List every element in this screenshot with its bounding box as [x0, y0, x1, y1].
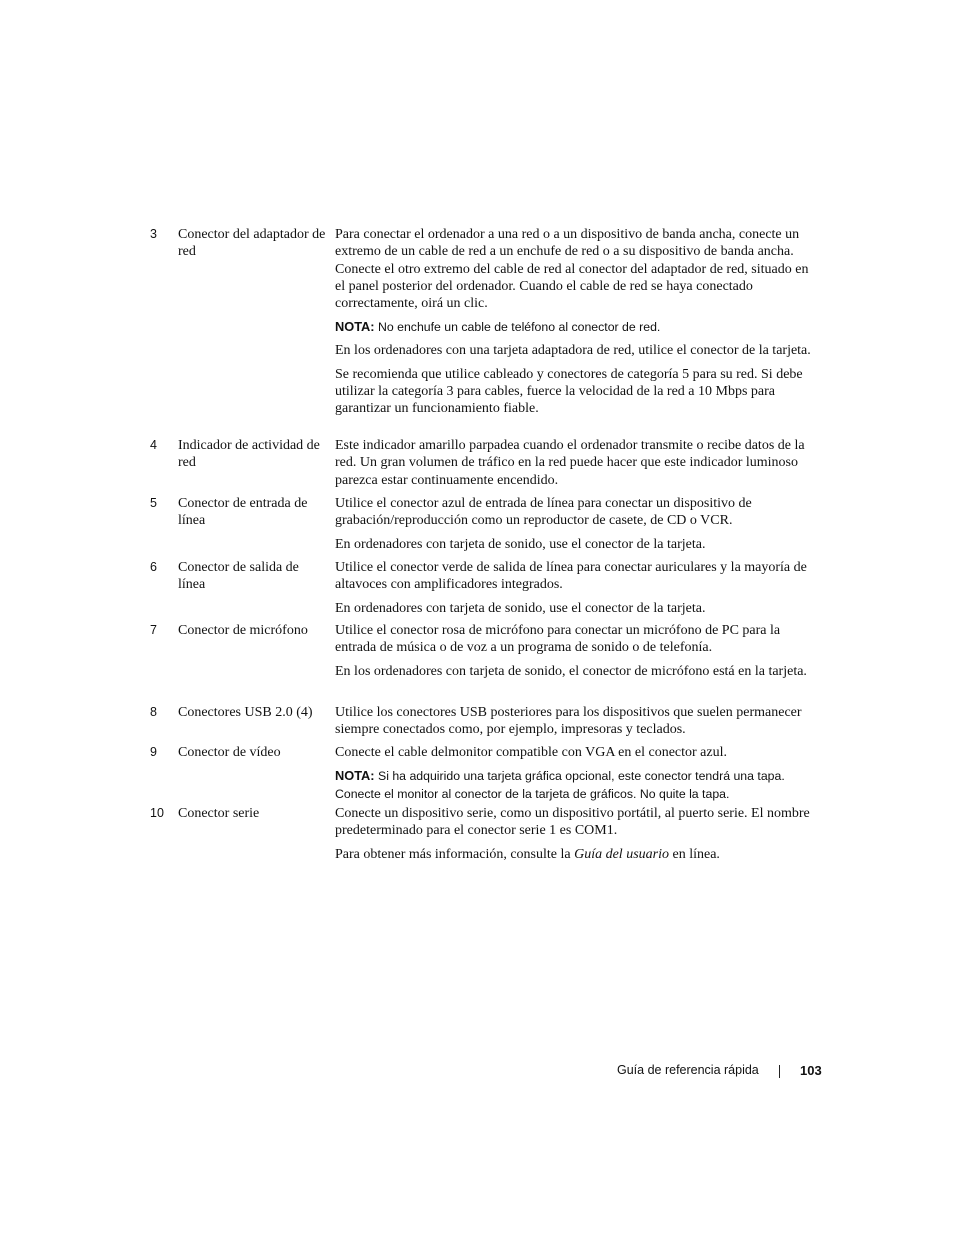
row-label: Conector de micrófono — [178, 623, 308, 638]
row-description — [335, 805, 813, 869]
row-label: Conectores USB 2.0 (4) — [178, 705, 313, 720]
row-label: Indicador de actividad de red — [178, 438, 320, 470]
paragraph: Utilice el conector verde de salida de línea para conectar auriculares y la mayoría de altavoces con amplificadores integrados. — [335, 560, 807, 593]
row-description — [335, 744, 813, 809]
row-number: 6 — [150, 560, 157, 574]
note — [335, 318, 813, 336]
note — [335, 767, 813, 803]
guide-title: Guía del usuario — [574, 846, 669, 862]
row-label: Conector serie — [178, 806, 260, 821]
row-number: 3 — [150, 227, 157, 241]
row-number: 8 — [150, 705, 157, 719]
row-number: 7 — [150, 623, 157, 637]
note-label: NOTA: — [335, 768, 375, 784]
paragraph: En ordenadores con tarjeta de sonido, use el conector de la tarjeta. — [335, 600, 706, 616]
row-description — [335, 226, 813, 424]
paragraph: En ordenadores con tarjeta de sonido, use el conector de la tarjeta. — [335, 536, 706, 552]
row-description — [335, 704, 813, 745]
row-number: 10 — [150, 806, 164, 820]
paragraph: Utilice los conectores USB posteriores para los dispositivos que suelen permanecer siempre conectados como, por ejemplo, impresoras y teclados. — [335, 705, 802, 738]
row-label: Conector de entrada de línea — [178, 496, 308, 528]
footer-title: Guía de referencia rápida — [617, 1063, 759, 1077]
paragraph: Este indicador amarillo parpadea cuando el ordenador transmite o recibe datos de la red. Un gran volumen de tráfico en la red puede hacer que este indicador luminoso parezca estar continuamente encendido. — [335, 438, 805, 488]
paragraph — [335, 846, 813, 863]
row-number: 9 — [150, 745, 157, 759]
paragraph: En los ordenadores con tarjeta de sonido, el conector de micrófono está en la tarjeta. — [335, 663, 807, 679]
paragraph-text: en línea. — [668, 846, 720, 862]
paragraph: En los ordenadores con una tarjeta adaptadora de red, utilice el conector de la tarjeta. — [335, 343, 811, 359]
note-label: NOTA: — [335, 319, 375, 335]
page-footer — [617, 1062, 823, 1079]
paragraph: Conecte un dispositivo serie, como un dispositivo portátil, al puerto serie. El nombre predeterminado para el conector serie 1 es COM1. — [335, 806, 810, 839]
footer-divider — [779, 1065, 780, 1078]
row-label: Conector de vídeo — [178, 745, 281, 760]
paragraph: Para conectar el ordenador a una red o a un dispositivo de banda ancha, conecte un extremo de un cable de red a un enchufe de red o a su dispositivo de banda ancha. Conecte el otro extremo del cable de red al conector del adaptador de red, situado en el panel posterior del ordenador. Cuando el cable de red se haya conectado correctamente, oirá un clic. — [335, 227, 809, 312]
row-number: 4 — [150, 438, 157, 452]
paragraph: Se recomienda que utilice cableado y conectores de categoría 5 para su red. Si debe utilizar la categoría 3 para cables, fuerce la velocidad de la red a 10 Mbps para garantizar un funcionamiento fiable. — [335, 366, 803, 417]
row-description — [335, 437, 813, 495]
page-number: 103 — [800, 1063, 822, 1078]
row-description — [335, 559, 813, 623]
paragraph: Conecte el cable delmonitor compatible con VGA en el conector azul. — [335, 745, 727, 760]
note-text: Si ha adquirido una tarjeta gráfica opcional, este conector tendrá una tapa. Conecte el monitor al conector de la tarjeta de gráficos. No quite la tapa. — [335, 769, 785, 802]
note-text: No enchufe un cable de teléfono al conector de red. — [374, 320, 661, 335]
row-description — [335, 622, 813, 686]
row-label: Conector de salida de línea — [178, 560, 299, 592]
paragraph: Utilice el conector rosa de micrófono para conectar un micrófono de PC para la entrada de música o de voz a un programa de sonido o de telefonía. — [335, 623, 781, 656]
row-number: 5 — [150, 496, 157, 510]
row-description — [335, 495, 813, 559]
row-label: Conector del adaptador de red — [178, 227, 326, 259]
paragraph-text: Para obtener más información, consulte la — [335, 846, 575, 862]
paragraph: Utilice el conector azul de entrada de línea para conectar un dispositivo de grabación/reproducción como un reproductor de casete, de CD o VCR. — [335, 496, 752, 529]
